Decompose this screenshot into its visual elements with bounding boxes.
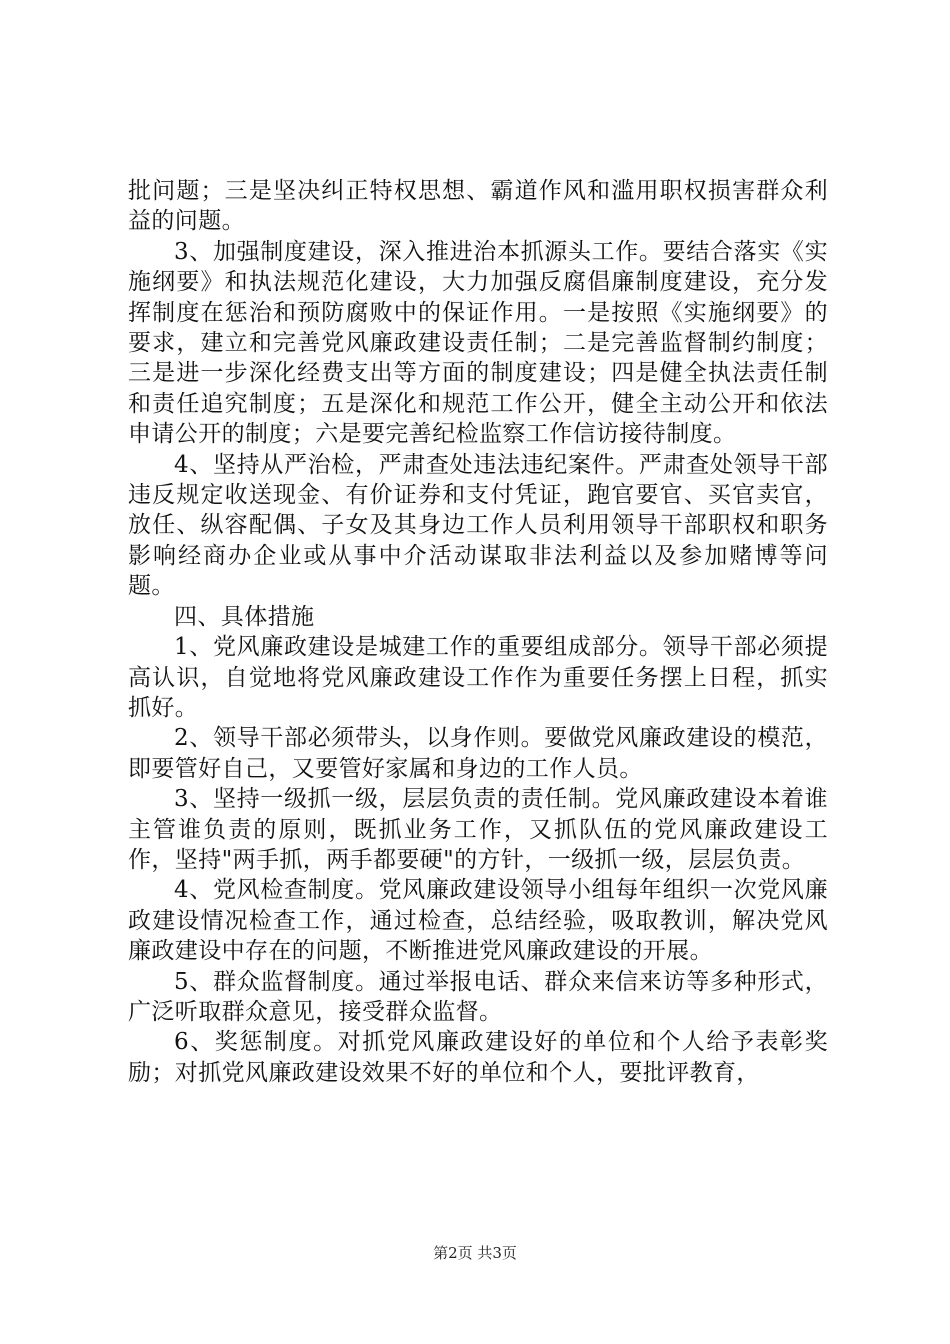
document-body [128, 176, 828, 1088]
paragraph-9: 6、奖惩制度。对抓党风廉政建设好的单位和个人给予表彰奖励；对抓党风廉政建设效果不好的单位和个人，要批评教育， [128, 1029, 828, 1086]
paragraph-4: 1、党风廉政建设是城建工作的重要组成部分。领导干部必须提高认识，自觉地将党风廉政建设工作作为重要任务摆上日程，抓实抓好。 [128, 634, 828, 721]
paragraph-5: 2、领导干部必须带头，以身作则。要做党风廉政建设的模范，即要管好自己，又要管好家属和身边的工作人员。 [128, 725, 828, 782]
paragraph-1: 3、加强制度建设，深入推进治本抓源头工作。要结合落实《实施纲要》和执法规范化建设，大力加强反腐倡廉制度建设，充分发挥制度在惩治和预防腐败中的保证作用。一是按照《实施纲要》的要求，建立和完善党风廉政建设责任制；二是完善监督制约制度；三是进一步深化经费支出等方面的制度建设；四是健全执法责任制和责任追究制度；五是深化和规范工作公开，健全主动公开和依法申请公开的制度；六是要完善纪检监察工作信访接待制度。 [128, 238, 828, 448]
paragraph-6: 3、坚持一级抓一级，层层负责的责任制。党风廉政建设本着谁主管谁负责的原则，既抓业务工作，又抓队伍的党风廉政建设工作，坚持"两手抓，两手都要硬"的方针，一级抓一级，层层负责。 [128, 786, 828, 873]
section-heading: 四、具体措施 [174, 603, 315, 630]
paragraph-8: 5、群众监督制度。通过举报电话、群众来信来访等多种形式，广泛听取群众意见，接受群众监督。 [128, 968, 828, 1025]
paragraph-7: 4、党风检查制度。党风廉政建设领导小组每年组织一次党风廉政建设情况检查工作，通过检查，总结经验，吸取教训，解决党风廉政建设中存在的问题，不断推进党风廉政建设的开展。 [128, 877, 828, 965]
paragraph-0: 批问题；三是坚决纠正特权思想、霸道作风和滥用职权损害群众利益的问题。 [128, 178, 828, 235]
page-number-footer: 第2页 共3页 [433, 1244, 517, 1262]
paragraph-2: 4、坚持从严治检，严肃查处违法违纪案件。严肃查处领导干部违反规定收送现金、有价证券和支付凭证，跑官要官、买官卖官，放任、纵容配偶、子女及其身边工作人员利用领导干部职权和职务影响经商办企业或从事中介活动谋取非法利益以及参加赌博等问题。 [128, 451, 828, 600]
